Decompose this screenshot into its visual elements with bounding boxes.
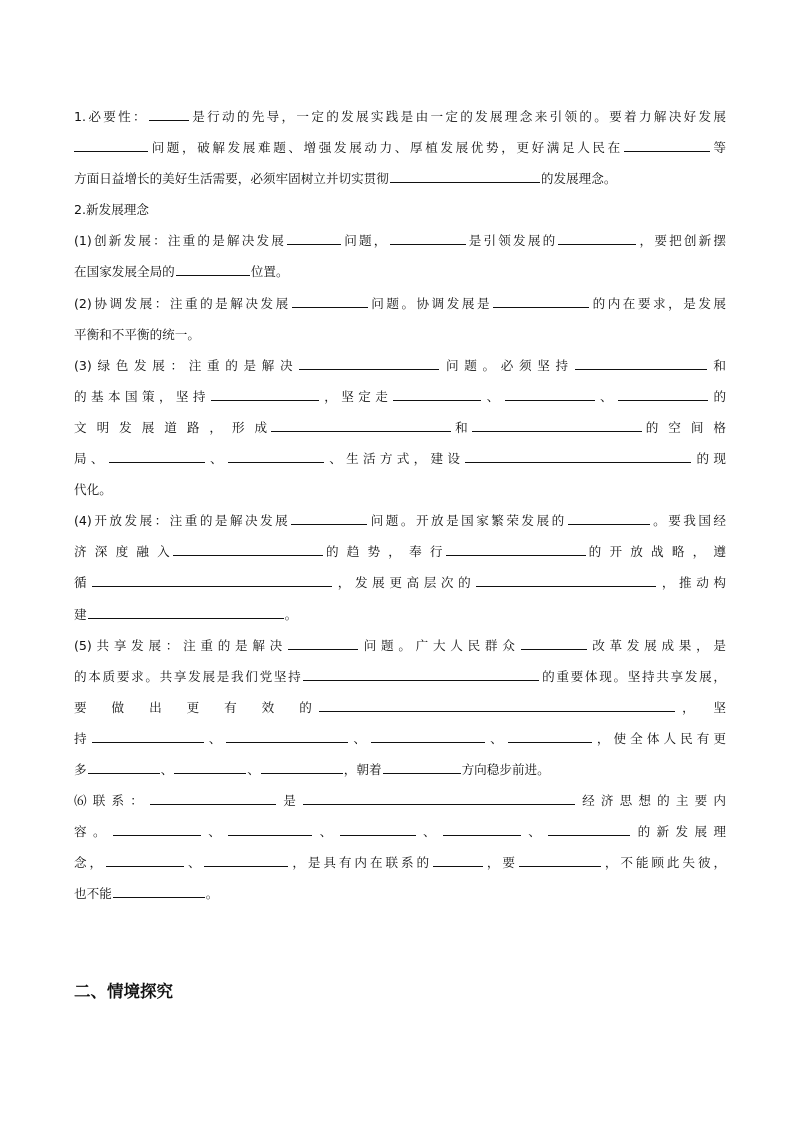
text-line	[74, 101, 726, 132]
answer-blank[interactable]	[519, 855, 601, 867]
line-text: (1)创新发展：注重的是解决发展	[74, 233, 287, 249]
answer-blank[interactable]	[443, 824, 521, 836]
line-text: 的重要体现。坚持共享发展，	[540, 668, 727, 684]
answer-blank[interactable]	[176, 264, 250, 276]
line-text: 局、	[74, 451, 108, 467]
text-line	[74, 816, 726, 847]
answer-blank[interactable]	[393, 389, 481, 401]
line-text: 念，	[74, 855, 106, 871]
line-text: (4)开放发展：注重的是解决发展	[74, 513, 291, 529]
answer-blank[interactable]	[390, 233, 466, 245]
answer-blank[interactable]	[150, 793, 276, 805]
line-text: 的 趋 势 ， 奉 行	[323, 544, 445, 560]
line-text: ，要	[484, 855, 518, 871]
answer-blank[interactable]	[433, 855, 483, 867]
text-line	[74, 630, 726, 661]
line-text: 、生活方式，建设	[324, 451, 465, 467]
answer-blank[interactable]	[624, 140, 710, 152]
text-line	[74, 194, 726, 225]
text-line	[74, 599, 726, 630]
line-text: 等	[710, 140, 727, 156]
line-text: 的基本国策，坚持	[74, 388, 210, 404]
text-line	[74, 878, 726, 909]
text-line	[74, 754, 726, 785]
text-line	[74, 661, 726, 692]
line-text: 。	[205, 886, 219, 902]
text-line	[74, 474, 726, 505]
line-text: ， 坚	[676, 699, 727, 715]
text-line	[74, 319, 726, 350]
answer-blank[interactable]	[261, 762, 343, 774]
answer-blank[interactable]	[505, 389, 595, 401]
answer-blank[interactable]	[226, 731, 348, 743]
line-text: 容。	[74, 824, 112, 840]
line-text: 代化。	[74, 482, 112, 498]
answer-blank[interactable]	[575, 357, 707, 369]
line-text: ，不能顾此失彼，	[601, 855, 727, 871]
answer-blank[interactable]	[618, 389, 708, 401]
answer-blank[interactable]	[228, 451, 324, 463]
line-text: 多	[74, 761, 87, 777]
text-line	[74, 288, 726, 319]
answer-blank[interactable]	[173, 544, 323, 556]
answer-blank[interactable]	[303, 793, 575, 805]
line-text: 。要我国经	[650, 513, 727, 529]
answer-blank[interactable]	[371, 731, 485, 743]
answer-blank[interactable]	[558, 233, 636, 245]
line-text: 、	[313, 824, 339, 840]
text-line	[74, 381, 726, 412]
line-text: 、	[185, 855, 204, 871]
line-text: 的现	[692, 451, 727, 467]
text-line	[74, 692, 726, 723]
line-text: 平衡和不平衡的统一。	[74, 326, 200, 342]
answer-blank[interactable]	[113, 824, 201, 836]
answer-blank[interactable]	[303, 668, 539, 680]
section-heading: 2.新发展理念	[74, 202, 149, 218]
line-text: 也不能	[74, 886, 112, 902]
line-text: (3)绿色发展：注重的是解决	[74, 357, 299, 373]
line-text: (5)共享发展：注重的是解决	[74, 637, 287, 653]
text-line	[74, 847, 726, 878]
line-text: 、	[247, 761, 260, 777]
text-line	[74, 785, 726, 816]
line-text: 的 空 间 格	[642, 419, 727, 435]
line-text: 问题，	[342, 233, 389, 249]
line-text: 、	[521, 824, 548, 840]
answer-blank[interactable]	[92, 731, 204, 743]
answer-blank[interactable]	[493, 295, 589, 307]
text-line	[74, 443, 726, 474]
answer-blank[interactable]	[568, 513, 650, 525]
line-text: ，是具有内在联系的	[289, 855, 432, 871]
line-text: ⑹联系：	[74, 793, 150, 809]
line-text: 、	[349, 730, 371, 746]
answer-blank[interactable]	[291, 513, 367, 525]
line-text: 1.必要性：	[74, 109, 148, 124]
line-text: 位置。	[250, 264, 289, 280]
answer-blank[interactable]	[476, 575, 656, 587]
text-line	[74, 163, 726, 194]
section-title: 二、情境探究	[74, 982, 173, 1001]
line-text: 经济思想的主要内	[575, 793, 727, 809]
answer-blank[interactable]	[383, 762, 461, 774]
answer-blank[interactable]	[113, 886, 205, 898]
line-text: 是行动的先导，一定的发展实践是由一定的发展理念来引领的。要着力解决好发展	[189, 109, 726, 124]
answer-blank[interactable]	[204, 855, 288, 867]
answer-blank[interactable]	[299, 357, 439, 369]
line-text: 持	[74, 730, 91, 746]
line-text: 、	[204, 730, 226, 746]
line-text: 的	[709, 388, 727, 404]
text-line	[74, 256, 726, 287]
line-text: ，发展更高层次的	[333, 575, 476, 591]
answer-blank[interactable]	[74, 140, 148, 152]
answer-blank[interactable]	[88, 606, 284, 618]
line-text: (2)协调发展：注重的是解决发展	[74, 295, 291, 311]
line-text: 的本质要求。共享发展是我们党坚持	[74, 668, 303, 684]
line-text: 济 深 度 融 入	[74, 544, 172, 560]
line-text: 问题。开放是国家繁荣发展的	[368, 513, 567, 529]
answer-blank[interactable]	[472, 420, 642, 432]
line-text: 。	[284, 606, 298, 622]
answer-blank[interactable]	[228, 824, 312, 836]
fill-in-blank-content	[74, 101, 726, 909]
line-text: 建	[74, 606, 87, 622]
line-text: 的内在要求，是发展	[590, 295, 727, 311]
answer-blank[interactable]	[292, 295, 368, 307]
text-line	[74, 225, 726, 256]
answer-blank[interactable]	[106, 855, 184, 867]
line-text: 的新发展理	[631, 824, 727, 840]
line-text: 方面日益增长的美好生活需要，必须牢固树立并切实贯彻	[74, 171, 389, 187]
line-text: 、	[160, 761, 174, 777]
answer-blank[interactable]	[340, 824, 416, 836]
line-text: 、	[595, 388, 618, 404]
text-line	[74, 536, 726, 567]
line-text: 文 明 发 展 道 路 ， 形 成	[74, 419, 271, 435]
answer-blank[interactable]	[446, 544, 586, 556]
line-text: 和	[707, 357, 727, 373]
line-text: 要 做 出 更 有 效 的	[74, 699, 318, 715]
line-text: 问题。广大人民群众	[358, 637, 520, 653]
line-text: ，要把创新摆	[637, 233, 727, 249]
answer-blank[interactable]	[149, 109, 189, 121]
line-text: 、	[201, 824, 228, 840]
line-text: 改革发展成果，是	[587, 637, 727, 653]
answer-blank[interactable]	[465, 451, 691, 463]
answer-blank[interactable]	[211, 389, 319, 401]
answer-blank[interactable]	[390, 171, 540, 183]
answer-blank[interactable]	[521, 637, 587, 649]
answer-blank[interactable]	[319, 699, 675, 711]
answer-blank[interactable]	[109, 451, 205, 463]
line-text: 是	[277, 793, 302, 809]
text-line	[74, 412, 726, 443]
answer-blank[interactable]	[287, 233, 341, 245]
line-text: ，朝着	[343, 761, 382, 777]
line-text: 问题。必须坚持	[440, 357, 574, 373]
text-line	[74, 723, 726, 754]
line-text: 方向稳步前进。	[461, 761, 550, 777]
answer-blank[interactable]	[548, 824, 630, 836]
text-line	[74, 567, 726, 598]
text-line	[74, 350, 726, 381]
answer-blank[interactable]	[288, 637, 358, 649]
answer-blank[interactable]	[508, 731, 592, 743]
text-line	[74, 505, 726, 536]
answer-blank[interactable]	[92, 575, 332, 587]
line-text: 在国家发展全局的	[74, 264, 175, 280]
line-text: 、	[205, 451, 227, 467]
answer-blank[interactable]	[271, 420, 451, 432]
line-text: 问题，破解发展难题、增强发展动力、厚植发展优势，更好满足人民在	[149, 140, 623, 156]
line-text: 的发展理念。	[540, 171, 617, 187]
answer-blank[interactable]	[174, 762, 246, 774]
line-text: 、	[486, 730, 507, 746]
text-line	[74, 132, 726, 163]
line-text: 是引领发展的	[466, 233, 558, 249]
answer-blank[interactable]	[88, 762, 160, 774]
line-text: 、	[416, 824, 442, 840]
line-text: ，使全体人民有更	[592, 730, 727, 746]
line-text: ，推动构	[657, 575, 727, 591]
line-text: 循	[74, 575, 92, 591]
line-text: 问题。协调发展是	[368, 295, 493, 311]
line-text: 的 开 放 战 略 ， 遵	[586, 544, 726, 560]
line-text: 和	[452, 419, 471, 435]
line-text: 、	[482, 388, 504, 404]
line-text: ，坚定走	[319, 388, 393, 404]
